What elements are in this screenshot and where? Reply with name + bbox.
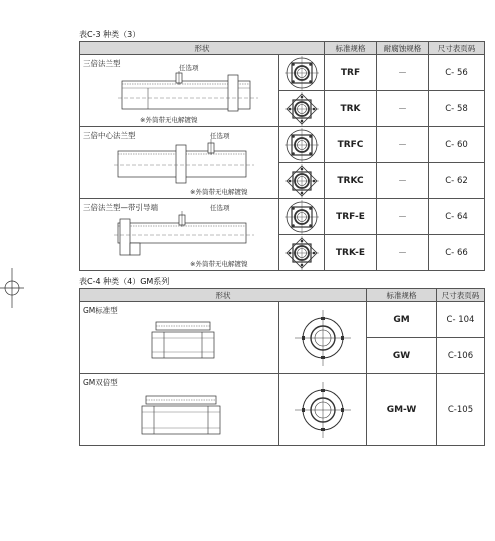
shape-cell-trf [80, 55, 279, 127]
table-row [80, 374, 485, 446]
square-flange-front-view-icon [282, 164, 322, 198]
page-trf-e: C- 64 [445, 211, 468, 222]
header-shape: 形状 [80, 42, 325, 55]
side-view-drawing-trfc [114, 139, 264, 185]
table-c3-caption: 表C-3 种类（3） [79, 30, 141, 39]
side-view-drawing-trf-e [114, 211, 264, 257]
round-flange-front-view-icon [282, 200, 322, 234]
flange-icon-cell-trf-e [279, 199, 325, 235]
header-shape: 形状 [80, 289, 367, 302]
option-label-trf: 任选项 [179, 64, 199, 72]
header-standard: 标准规格 [325, 42, 377, 55]
code-trf-e: TRF-E [336, 211, 365, 222]
shape-cell-gm [80, 302, 279, 374]
note-trf: ※外筒带无电解镀镍 [140, 116, 198, 124]
row-label-trf-e: 三倍法兰型—带引导端 [83, 203, 158, 212]
code-gw: GW [392, 350, 411, 361]
header-dimension-page: 尺寸表页码 [429, 42, 485, 55]
square-flange-front-view-icon [282, 92, 322, 126]
shape-cell-trf-e [80, 199, 279, 271]
corrosion-trk: － [397, 105, 407, 115]
table-row [80, 199, 485, 235]
table-c4 [79, 288, 485, 446]
page-trk-e: C- 66 [445, 247, 468, 258]
page-trk: C- 58 [445, 103, 468, 114]
shape-cell-trfc [80, 127, 279, 199]
page-gm: C- 104 [446, 314, 475, 325]
flange-icon-cell-trf [279, 55, 325, 91]
flange-icon-cell-trk-e [279, 235, 325, 271]
flange-icon-cell-trkc [279, 163, 325, 199]
round-flange-front-view-icon [282, 128, 322, 162]
row-label-gm: GM标准型 [83, 306, 118, 315]
row-label-gm-w: GM双倍型 [83, 378, 118, 387]
corrosion-trk-e: － [397, 249, 407, 259]
table-c4-caption: 表C-4 种类（4）GM系列 [79, 277, 170, 286]
flange-icon-cell-trfc [279, 127, 325, 163]
code-trfc: TRFC [337, 139, 364, 150]
row-label-trf: 三倍法兰型 [83, 59, 121, 68]
note-trf-e: ※外筒带无电解镀镍 [190, 260, 248, 268]
table-c3 [79, 41, 485, 271]
square-flange-front-view-icon [282, 236, 322, 270]
flange-icon-cell-trk [279, 91, 325, 127]
code-trk-e: TRK-E [335, 247, 366, 258]
round-flange-front-view-icon [282, 56, 322, 90]
page-trf: C- 56 [445, 67, 468, 78]
header-standard: 标准规格 [367, 289, 437, 302]
front-view-cell-gm [279, 302, 367, 374]
note-trfc: ※外筒带无电解镀镍 [190, 188, 248, 196]
page-gm-w: C-105 [447, 404, 474, 415]
corrosion-trfc: － [397, 141, 407, 151]
code-trf: TRF [340, 67, 361, 78]
page-trfc: C- 60 [445, 139, 468, 150]
option-label-trfc: 任选项 [210, 132, 230, 140]
round-bearing-front-view-icon [293, 380, 353, 440]
round-bearing-front-view-icon [293, 308, 353, 368]
header-dimension-page: 尺寸表页码 [437, 289, 485, 302]
side-view-drawing-trf [118, 71, 268, 113]
table-row [80, 55, 485, 91]
table-c4-header-row [80, 289, 485, 302]
option-label-trf-e: 任选项 [210, 204, 230, 212]
registration-mark [0, 268, 24, 308]
header-corrosion: 耐腐蚀规格 [377, 42, 429, 55]
side-view-drawing-gm-w [140, 392, 226, 438]
table-c3-header-row [80, 42, 485, 55]
corrosion-trf: － [397, 69, 407, 79]
page-trkc: C- 62 [445, 175, 468, 186]
code-gm-w: GM-W [386, 404, 417, 415]
code-trk: TRK [340, 103, 361, 114]
table-row [80, 127, 485, 163]
side-view-drawing-gm [150, 318, 220, 360]
code-trkc: TRKC [337, 175, 364, 186]
page-gw: C-106 [447, 350, 474, 361]
table-row [80, 302, 485, 338]
corrosion-trkc: － [397, 177, 407, 187]
row-label-trfc: 三倍中心法兰型 [83, 131, 136, 140]
shape-cell-gm-w [80, 374, 279, 446]
corrosion-trf-e: － [397, 213, 407, 223]
code-gm: GM [393, 314, 410, 325]
front-view-cell-gm-w [279, 374, 367, 446]
